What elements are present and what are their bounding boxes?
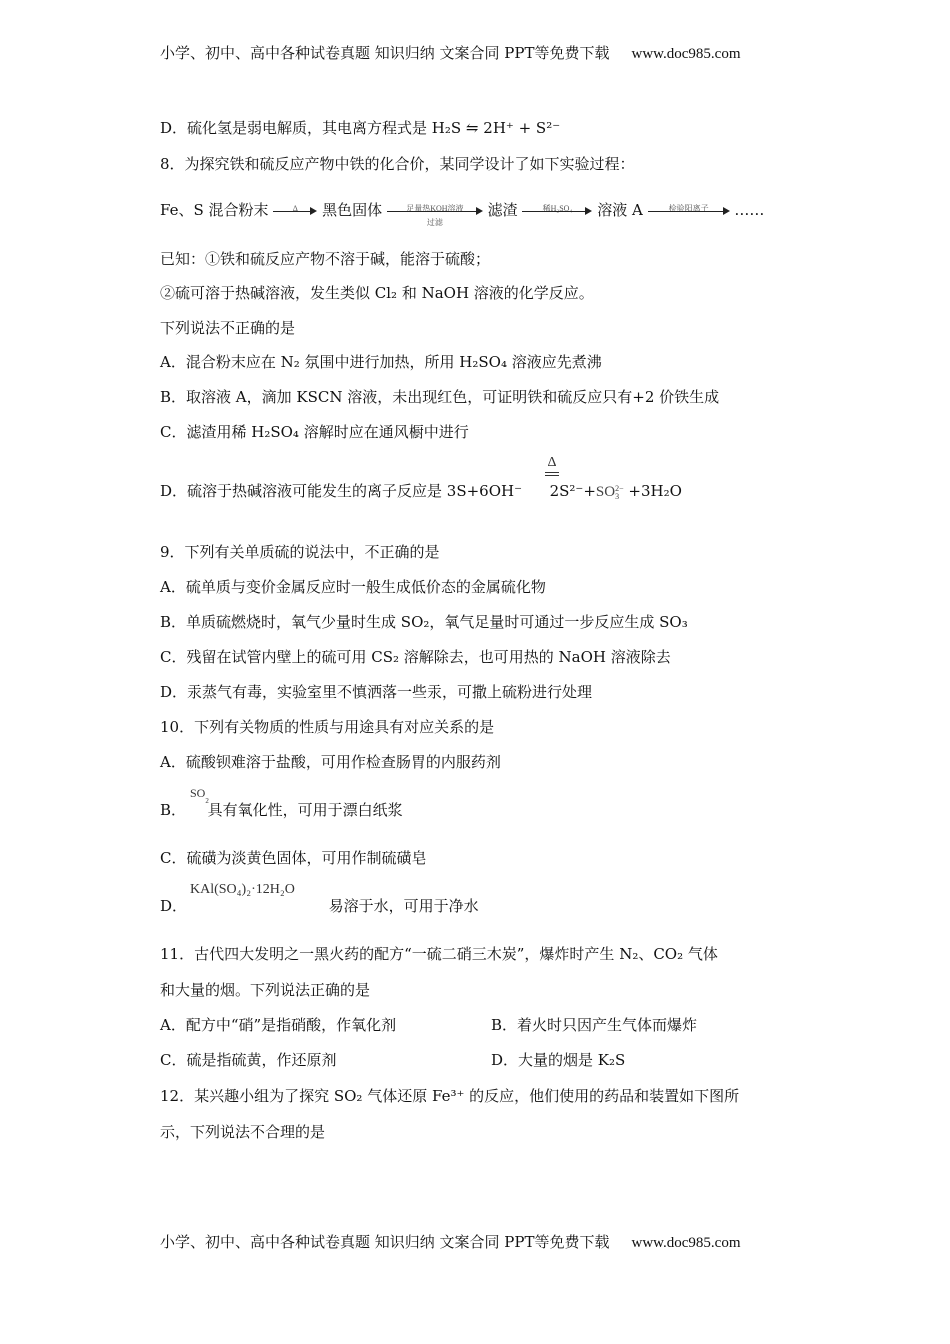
- q10-option-d: [160, 896, 479, 916]
- flow-step-2: 滤渣: [487, 201, 518, 219]
- q8-d-delta-symbol: Δ: [547, 455, 557, 470]
- q10-b-label: B．: [160, 801, 187, 819]
- flow-step-1: 黑色固体: [322, 201, 383, 219]
- header-text: 小学、初中、高中各种试卷真题 知识归纳 文案合同 PPT等免费下载: [160, 44, 610, 62]
- q8-flowchart: [160, 200, 765, 227]
- flow-arrow-2-top-label: 足量热KOH溶液: [406, 204, 464, 213]
- flow-arrow-2: [387, 201, 483, 227]
- flow-arrow-3-label: 稀H₂SO₄: [542, 204, 573, 213]
- q8-d-so3: SO 2− 3: [595, 483, 624, 501]
- flow-arrow-3: [522, 201, 592, 221]
- q10-option-a: A．硫酸钡难溶于盐酸，可用作检查肠胃的内服药剂: [160, 753, 501, 771]
- q8-known-1: 已知：①铁和硫反应产物不溶于碱，能溶于硫酸；: [160, 250, 491, 268]
- q8-d-suffix-2: +3H₂O: [628, 482, 682, 500]
- page-footer: [160, 1231, 741, 1252]
- q9-option-d: D．汞蒸气有毒，实验室里不慎洒落一些汞，可撒上硫粉进行处理: [160, 683, 593, 701]
- q8-d-suffix-1: 2S²⁻+: [549, 482, 596, 500]
- q11-option-a: A．配方中“硝”是指硝酸，作氧化剂: [160, 1016, 397, 1034]
- q11-option-d: D．大量的烟是 K₂S: [491, 1051, 626, 1069]
- page-header: [160, 42, 741, 63]
- q10-b-formula: $SO_2$: [190, 786, 209, 805]
- flow-step-3: 溶液 A: [597, 201, 643, 219]
- q7-option-d: D．硫化氢是弱电解质，其电离方程式是 H₂S ⇋ 2H⁺ + S²⁻: [160, 119, 561, 137]
- q9-option-a: A．硫单质与变价金属反应时一般生成低价态的金属硫化物: [160, 578, 546, 596]
- flow-arrow-1-label: Δ: [292, 204, 298, 213]
- q10-b-text: 具有氧化性，可用于漂白纸浆: [207, 801, 403, 819]
- q8-option-d: [160, 481, 682, 502]
- q9-option-b: B．单质硫燃烧时，氧气少量时生成 SO₂，氧气足量时可通过一步反应生成 SO₃: [160, 613, 688, 631]
- footer-url[interactable]: www.doc985.com: [631, 1235, 741, 1251]
- q11-stem-1: 11．古代四大发明之一黑火药的配方“一硫二硝三木炭”，爆炸时产生 N₂、CO₂ 气体: [160, 945, 718, 963]
- flow-arrow-4-label: 检验阳离子: [668, 204, 709, 213]
- flow-arrow-4: [648, 201, 730, 221]
- q10-stem: 10．下列有关物质的性质与用途具有对应关系的是: [160, 718, 495, 736]
- q12-stem-1: 12．某兴趣小组为了探究 SO₂ 气体还原 Fe³⁺ 的反应，他们使用的药品和装置如下图所: [160, 1087, 740, 1105]
- q8-d-delta: [545, 455, 559, 476]
- flow-arrow-1: [273, 201, 317, 221]
- footer-text: 小学、初中、高中各种试卷真题 知识归纳 文案合同 PPT等免费下载: [160, 1233, 610, 1251]
- q8-option-c: C．滤渣用稀 H₂SO₄ 溶解时应在通风橱中进行: [160, 423, 469, 441]
- q11-option-b: B．着火时只因产生气体而爆炸: [491, 1016, 698, 1034]
- q8-stem: 8．为探究铁和硫反应产物中铁的化合价，某同学设计了如下实验过程：: [160, 155, 635, 173]
- q8-d-prefix: D．硫溶于热碱溶液可能发生的离子反应是 3S+6OH⁻: [160, 482, 523, 500]
- flow-end: ……: [734, 201, 765, 219]
- q12-stem-2: 示，下列说法不合理的是: [160, 1123, 326, 1141]
- q8-option-b: B．取溶液 A，滴加 KSCN 溶液，未出现红色，可证明铁和硫反应只有+2 价铁生成: [160, 388, 720, 406]
- flow-arrow-2-bottom-label: 过滤: [426, 218, 443, 227]
- flow-start: Fe、S 混合粉末: [160, 201, 269, 219]
- q10-d-formula: KAl(SO₄)₂·12H₂O: [190, 882, 295, 897]
- q8-option-a: A．混合粉末应在 N₂ 氛围中进行加热，所用 H₂SO₄ 溶液应先煮沸: [160, 353, 602, 371]
- q9-option-c: C．残留在试管内壁上的硫可用 CS₂ 溶解除去，也可用热的 NaOH 溶液除去: [160, 648, 671, 666]
- q11-option-c: C．硫是指硫黄，作还原剂: [160, 1051, 337, 1069]
- q8-ask: 下列说法不正确的是: [160, 319, 296, 337]
- q11-stem-2: 和大量的烟。下列说法正确的是: [160, 981, 371, 999]
- q10-d-label: D．: [160, 897, 188, 915]
- q9-stem: 9．下列有关单质硫的说法中，不正确的是: [160, 543, 440, 561]
- q10-option-c: C．硫磺为淡黄色固体，可用作制硫磺皂: [160, 849, 427, 867]
- q10-d-text: 易溶于水，可用于净水: [328, 897, 479, 915]
- header-url[interactable]: www.doc985.com: [631, 46, 741, 62]
- q8-known-2: ②硫可溶于热碱溶液，发生类似 Cl₂ 和 NaOH 溶液的化学反应。: [160, 284, 594, 302]
